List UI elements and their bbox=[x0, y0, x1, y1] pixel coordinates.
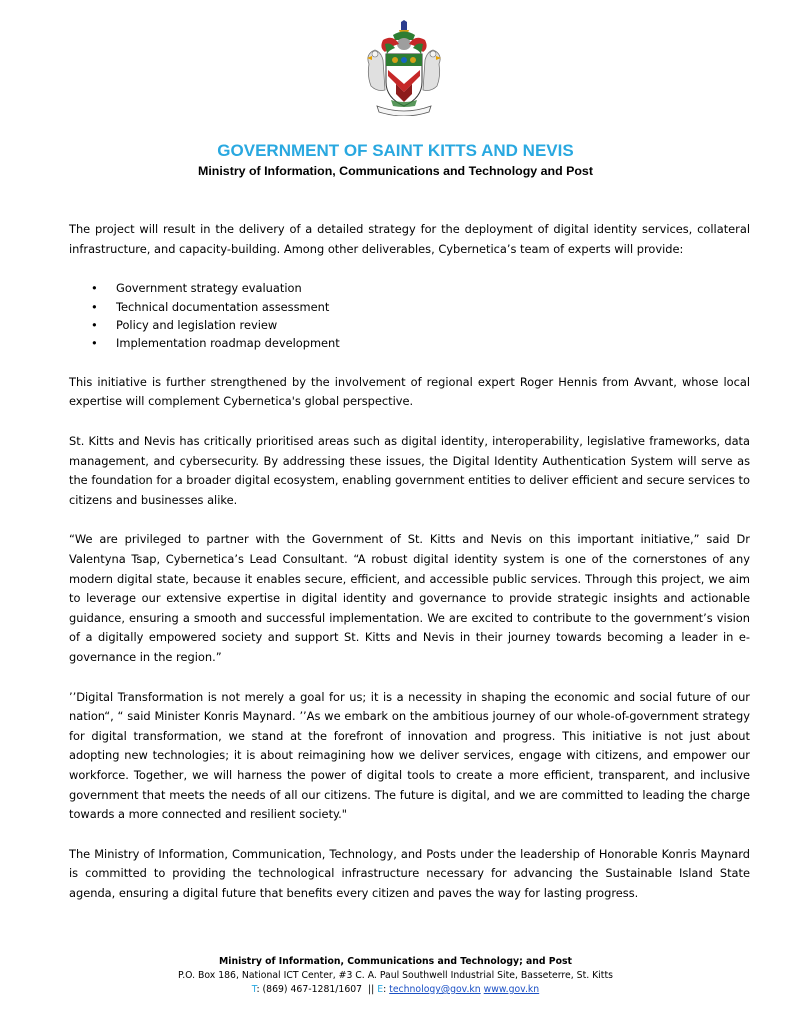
footer-ministry-name: Ministry of Information, Communications and Technology; and Post bbox=[219, 956, 572, 967]
list-item: • Policy and legislation review bbox=[69, 316, 750, 334]
phone-label: T bbox=[251, 984, 257, 995]
page-title: GOVERNMENT OF SAINT KITTS AND NEVIS bbox=[217, 141, 574, 160]
list-item: • Technical documentation assessment bbox=[69, 298, 750, 316]
footer-contact bbox=[0, 983, 791, 997]
page-footer bbox=[0, 955, 791, 997]
email-link[interactable]: technology@gov.kn bbox=[389, 984, 481, 995]
coat-of-arms-icon bbox=[363, 20, 445, 116]
body-paragraph: This initiative is further strengthened by the involvement of regional expert Roger Hennis from Avvant, whose local expertise will complement Cybernetica's global perspective. bbox=[69, 374, 750, 409]
phone-number: : (869) 467-1281/1607 || bbox=[256, 984, 378, 995]
ministry-subtitle: Ministry of Information, Communications and Technology and Post bbox=[198, 164, 593, 178]
document-body bbox=[69, 220, 750, 923]
email-label: E bbox=[377, 984, 384, 995]
deliverables-list bbox=[69, 279, 750, 353]
body-paragraph: St. Kitts and Nevis has critically prioritised areas such as digital identity, interoperability, legislative frameworks, data management, and cybersecurity. By addressing these issues, the Digital Identity Authentication System will serve as the foundation for a broader digital ecosystem, enabling government entities to deliver efficient and secure services to citizens and businesses alike. bbox=[69, 434, 750, 507]
footer-address: P.O. Box 186, National ICT Center, #3 C. A. Paul Southwell Industrial Site, Basseterre, St. Kitts bbox=[178, 970, 613, 981]
website-link[interactable]: www.gov.kn bbox=[483, 984, 540, 995]
body-paragraph: “We are privileged to partner with the Government of St. Kitts and Nevis on this important initiative,” said Dr Valentyna Tsap, Cybernetica’s Lead Consultant. “A robust digital identity system is one of the cornerstones of any modern digital state, because it enables secure, efficient, and accessible public services. Through this project, we aim to leverage our extensive expertise in digital identity and governance to provide strategic insights and actionable guidance, ensuring a smooth and successful implementation. We are excited to contribute to the government’s vision of a digitally empowered society and support St. Kitts and Nevis in their journey towards becoming a leader in e-governance in the region.” bbox=[69, 532, 750, 664]
email-separator: : bbox=[383, 984, 390, 995]
intro-paragraph: The project will result in the delivery of a detailed strategy for the deployment of digital identity services, collateral infrastructure, and capacity-building. Among other deliverables, Cybernetica’s team of experts will provide: bbox=[69, 222, 750, 256]
body-paragraph: ’’Digital Transformation is not merely a goal for us; it is a necessity in shaping the economic and social future of our nation“, “ said Minister Konris Maynard. ’’As we embark on the ambitious journey of our whole-of-government strategy for digital transformation, we stand at the forefront of innovation and progress. This initiative is not just about adopting new technologies; it is about reimagining how we deliver services, engage with citizens, and empower our workforce. Together, we will harness the power of digital tools to create a more efficient, transparent, and inclusive government that meets the needs of all our citizens. The future is digital, and we are committed to leading the charge towards a more connected and resilient society." bbox=[69, 689, 750, 822]
list-item: • Implementation roadmap development bbox=[69, 334, 750, 352]
body-paragraph: The Ministry of Information, Communication, Technology, and Posts under the leadership of Honorable Konris Maynard is committed to providing the technological infrastructure necessary for advancing the Sustainable Island State agenda, ensuring a digital future that benefits every citizen and paves the way for lasting progress. bbox=[69, 846, 750, 900]
list-item: • Government strategy evaluation bbox=[69, 279, 750, 297]
